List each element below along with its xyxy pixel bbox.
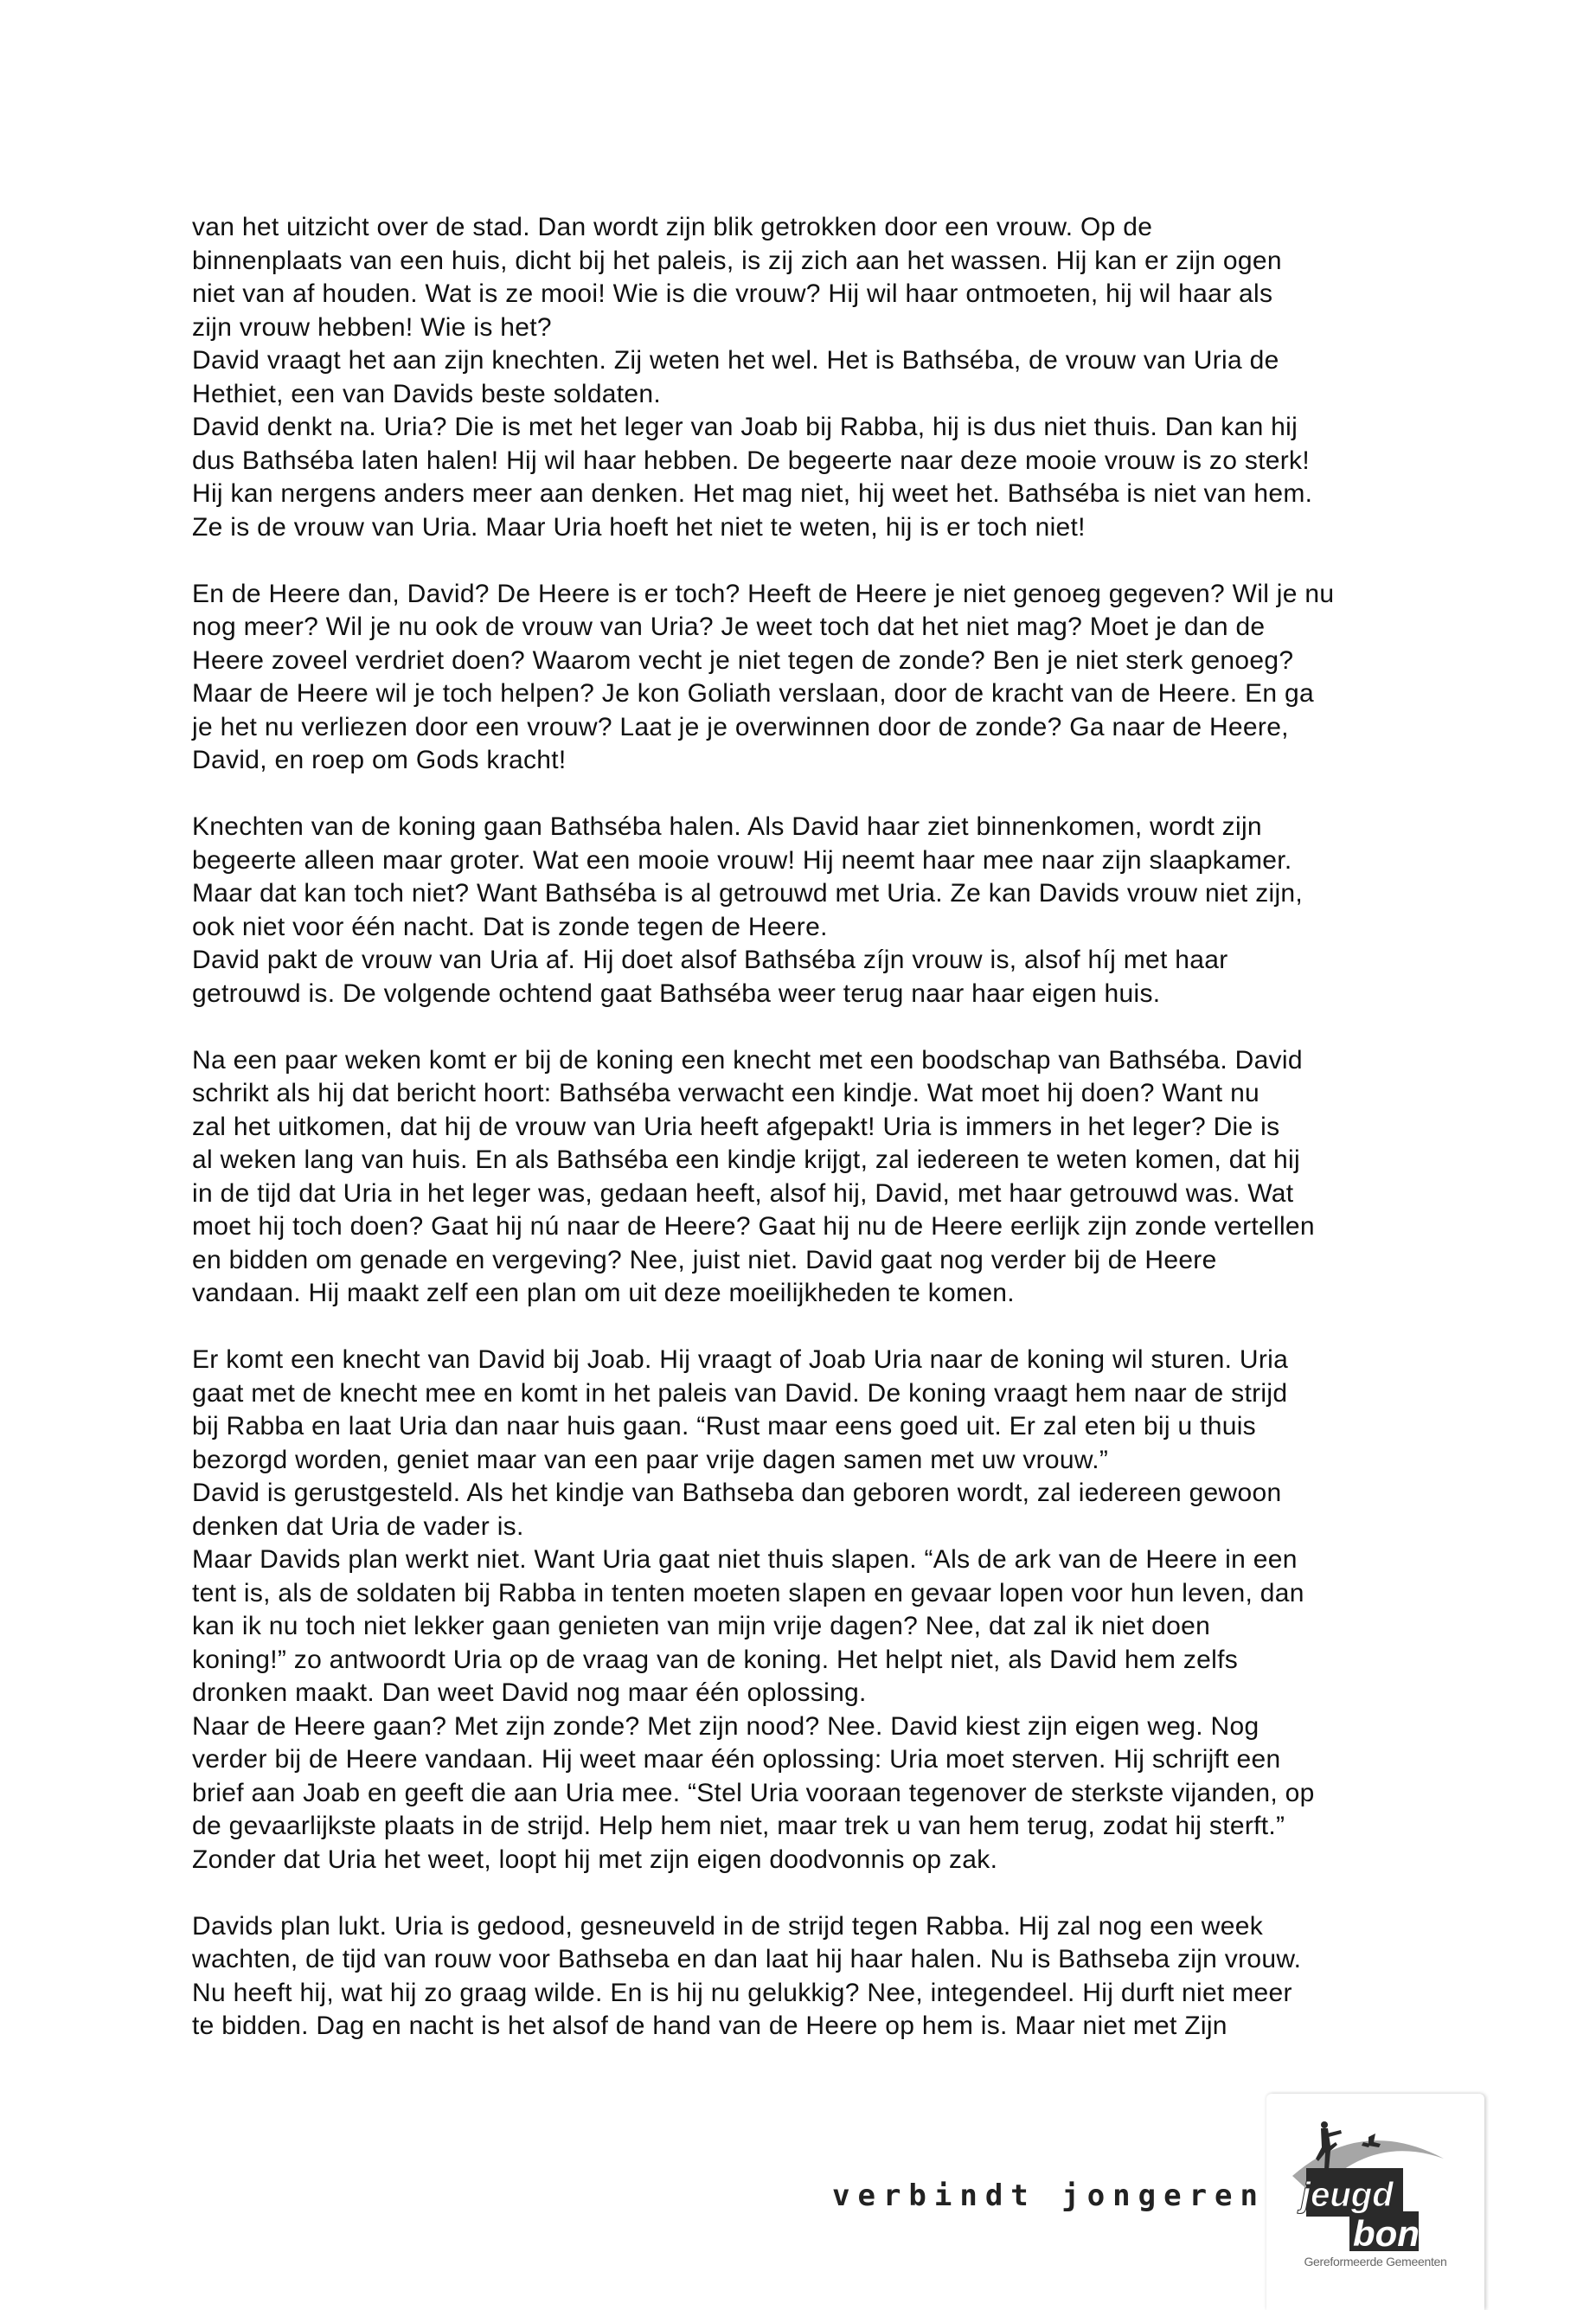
text-line: te bidden. Dag en nacht is het alsof de hand van de Heere op hem is. Maar niet met Zijn [192,2012,1227,2040]
logo-graphic [1266,2094,1484,2258]
text-line: Na een paar weken komt er bij de koning een knecht met een boodschap van Bathséba. David [192,1045,1303,1075]
text-line: wachten, de tijd van rouw voor Bathseba en dan laat hij haar halen. Nu is Bathseba zijn vrouw. [192,1945,1302,1973]
text-line: ook niet voor één nacht. Dat is zonde tegen de Heere. [192,912,828,941]
jeugdbond-logo [1266,2094,1484,2310]
text-line: kan ik nu toch niet lekker gaan genieten van mijn vrije dagen? Nee, dat zal ik niet doen [192,1612,1211,1640]
logo-caption: Gereformeerde Gemeenten [1304,2255,1447,2268]
text-line: van het uitzicht over de stad. Dan wordt zijn blik getrokken door een vrouw. Op de [192,213,1153,241]
tagline: verbindt jongeren [832,2178,1266,2213]
text-line: dus Bathséba laten halen! Hij wil haar hebben. De begeerte naar deze mooie vrouw is zo sterk! [192,446,1310,475]
runner-figure-icon [1362,2134,1381,2147]
text-line: bij Rabba en laat Uria dan naar huis gaan. “Rust maar eens goed uit. Er zal eten bij u thuis [192,1412,1256,1441]
text-line: de gevaarlijkste plaats in de strijd. Help hem niet, maar trek u van hem terug, zodat hij sterft.” [192,1812,1285,1840]
document-body [192,211,1438,2076]
text-line: Heere zoveel verdriet doen? Waarom vecht je niet tegen de zonde? Ben je niet sterk genoeg? [192,645,1294,675]
text-line: zal het uitkomen, dat hij de vrouw van Uria heeft afgepakt! Uria is immers in het leger? Die is [192,1112,1280,1141]
text-line: bezorgd worden, geniet maar van een paar vrije dagen samen met uw vrouw.” [192,1445,1109,1474]
text-line: Hij kan nergens anders meer aan denken. Het mag niet, hij weet het. Bathséba is niet van hem. [192,479,1313,508]
text-line: niet van af houden. Wat is ze mooi! Wie is die vrouw? Hij wil haar ontmoeten, hij wil haar als [192,279,1273,308]
paragraph [192,811,1438,1011]
text-line: begeerte alleen maar groter. Wat een mooie vrouw! Hij neemt haar mee naar zijn slaapkamer. [192,845,1292,875]
text-line: Knechten van de koning gaan Bathséba halen. Als David haar ziet binnenkomen, wordt zijn [192,812,1262,841]
paragraph [192,211,1438,544]
paragraph [192,1044,1438,1311]
text-line: koning!” zo antwoordt Uria op de vraag van de koning. Het helpt niet, als David hem zelfs [192,1645,1239,1674]
text-line: en bidden om genade en vergeving? Nee, juist niet. David gaat nog verder bij de Heere [192,1245,1217,1274]
text-line: getrouwd is. De volgende ochtend gaat Bathséba weer terug naar haar eigen huis. [192,979,1161,1008]
text-line: David, en roep om Gods kracht! [192,746,567,774]
text-line: Er komt een knecht van David bij Joab. Hij vraagt of Joab Uria naar de koning wil sturen. Uria [192,1345,1289,1374]
text-line: brief aan Joab en geeft die aan Uria mee. “Stel Uria vooraan tegenover de sterkste vijanden, op [192,1778,1315,1807]
logo-word-jeugd: jeugd [1301,2176,1394,2214]
text-line: Zonder dat Uria het weet, loopt hij met zijn eigen doodvonnis op zak. [192,1845,998,1874]
text-line: David pakt de vrouw van Uria af. Hij doet alsof Bathséba zíjn vrouw is, alsof híj met haar [192,946,1228,974]
text-line: moet hij toch doen? Gaat hij nú naar de Heere? Gaat hij nu de Heere eerlijk zijn zonde vertellen [192,1212,1315,1241]
text-line: Hethiet, een van Davids beste soldaten. [192,379,662,408]
text-line: je het nu verliezen door een vrouw? Laat je je overwinnen door de zonde? Ga naar de Heere, [192,712,1289,741]
text-line: En de Heere dan, David? De Heere is er toch? Heeft de Heere je niet genoeg gegeven? Wil je nu [192,579,1335,608]
text-line: gaat met de knecht mee en komt in het paleis van David. De koning vraagt hem naar de strijd [192,1378,1288,1408]
text-line: zijn vrouw hebben! Wie is het? [192,312,552,342]
text-line: denken dat Uria de vader is. [192,1511,524,1541]
text-line: David denkt na. Uria? Die is met het leger van Joab bij Rabba, hij is dus niet thuis. Dan kan hij [192,413,1298,441]
text-line: in de tijd dat Uria in het leger was, gedaan heeft, alsof hij, David, met haar getrouwd was. Wat [192,1178,1294,1208]
text-line: Naar de Heere gaan? Met zijn zonde? Met zijn nood? Nee. David kiest zijn eigen weg. Nog [192,1711,1259,1741]
text-line: nog meer? Wil je nu ook de vrouw van Uria? Je weet toch dat het niet mag? Moet je dan de [192,613,1266,641]
text-line: schrikt als hij dat bericht hoort: Bathséba verwacht een kindje. Wat moet hij doen? Want nu [192,1079,1260,1107]
logo-word-bond: bond [1353,2213,1442,2254]
text-line: Maar de Heere wil je toch helpen? Je kon Goliath verslaan, door de kracht van de Heere. En ga [192,679,1314,708]
text-line: Nu heeft hij, wat hij zo graag wilde. En is hij nu gelukkig? Nee, integendeel. Hij durft niet meer [192,1978,1292,2007]
paragraph [192,1910,1438,2044]
paragraph [192,1344,1438,1877]
text-line: Ze is de vrouw van Uria. Maar Uria hoeft het niet te weten, hij is er toch niet! [192,512,1086,542]
text-line: tent is, als de soldaten bij Rabba in tenten moeten slapen en gevaar lopen voor hun leven, dan [192,1578,1304,1607]
text-line: David vraagt het aan zijn knechten. Zij weten het wel. Het is Bathséba, de vrouw van Uria de [192,346,1279,375]
text-line: dronken maakt. Dan weet David nog maar één oplossing. [192,1678,867,1707]
paragraph [192,578,1438,778]
text-line: Davids plan lukt. Uria is gedood, gesneuveld in de strijd tegen Rabba. Hij zal nog een week [192,1911,1264,1941]
text-line: David is gerustgesteld. Als het kindje van Bathseba dan geboren wordt, zal iedereen gewoon [192,1479,1282,1507]
text-line: vandaan. Hij maakt zelf een plan om uit deze moeilijkheden te komen. [192,1279,1015,1307]
text-line: al weken lang van huis. En als Bathséba een kindje krijgt, zal iedereen te weten komen, dat hij [192,1145,1300,1174]
text-line: Maar dat kan toch niet? Want Bathséba is al getrouwd met Uria. Ze kan Davids vrouw niet zijn, [192,879,1304,908]
text-line: binnenplaats van een huis, dicht bij het paleis, is zij zich aan het wassen. Hij kan er zijn ogen [192,246,1282,275]
text-line: verder bij de Heere vandaan. Hij weet maar één oplossing: Uria moet sterven. Hij schrijft een [192,1745,1281,1774]
text-line: Maar Davids plan werkt niet. Want Uria gaat niet thuis slapen. “Als de ark van de Heere in een [192,1545,1298,1574]
